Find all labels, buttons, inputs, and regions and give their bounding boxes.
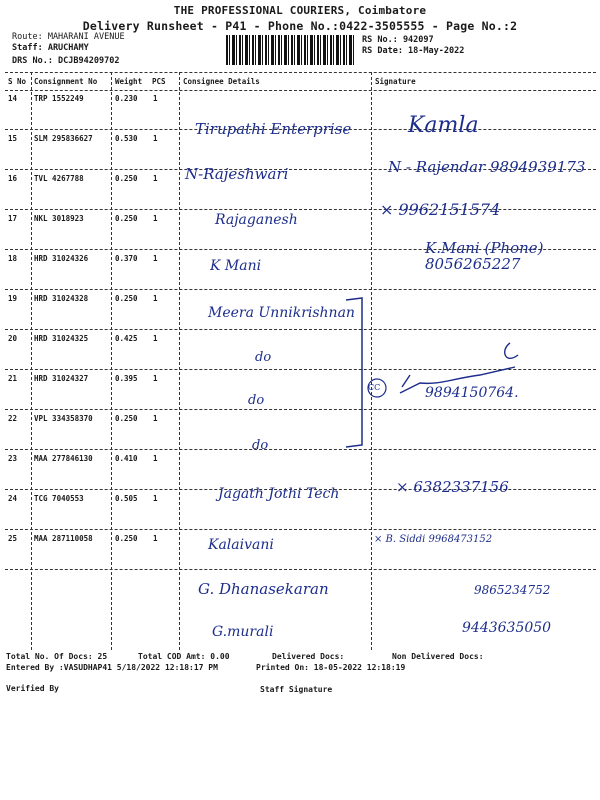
consignee-handwriting: do: [248, 393, 265, 408]
signature-handwriting: K.Mani (Phone) 8056265227: [425, 239, 544, 273]
drs-number: DRS No.: DCJB94209702: [12, 56, 120, 66]
consignee-handwriting: do: [255, 350, 272, 365]
cell-weight: 0.250: [115, 294, 138, 303]
cell-weight: 0.230: [115, 94, 138, 103]
cell-sno: 16: [8, 174, 18, 183]
barcode: [226, 35, 354, 65]
route-label: Route: MAHARANI AVENUE: [12, 32, 125, 42]
cell-pcs: 1: [153, 534, 158, 543]
col-weight: Weight: [115, 77, 143, 86]
cell-sno: 19: [8, 294, 18, 303]
cell-pcs: 1: [153, 454, 158, 463]
cell-sno: 23: [8, 454, 18, 463]
cell-consignment-no: HRD 31024325: [34, 334, 89, 343]
cell-consignment-no: MAA 287110058: [34, 534, 93, 543]
bracket-note: CC: [368, 383, 381, 392]
total-docs: Total No. Of Docs: 25: [6, 652, 108, 661]
verified-by: Verified By: [6, 684, 59, 693]
cell-consignment-no: HRD 31024327: [34, 374, 89, 383]
cell-consignment-no: MAA 277846130: [34, 454, 93, 463]
signature-handwriting: × 6382337156: [396, 478, 509, 496]
consignee-handwriting: Rajaganesh: [215, 212, 298, 228]
signature-handwriting: × B. Siddi 9968473152: [374, 534, 493, 545]
consignee-handwriting: G. Dhanasekaran: [198, 580, 329, 598]
cell-weight: 0.505: [115, 494, 138, 503]
cell-pcs: 1: [153, 294, 158, 303]
cell-pcs: 1: [153, 94, 158, 103]
signature-handwriting: 9865234752: [474, 583, 551, 597]
total-cod: Total COD Amt: 0.00: [138, 652, 230, 661]
signature-handwriting: N - Rajendar 9894939173: [388, 158, 586, 176]
cell-pcs: 1: [153, 414, 158, 423]
cell-weight: 0.250: [115, 534, 138, 543]
cell-weight: 0.250: [115, 174, 138, 183]
cell-sno: 20: [8, 334, 18, 343]
staff-label: Staff: ARUCHAMY: [12, 43, 89, 53]
runsheet-title: Delivery Runsheet - P41 - Phone No.:0422-3505555 - Page No.:2: [82, 19, 518, 33]
cell-sno: 17: [8, 214, 18, 223]
col-signature: Signature: [375, 77, 416, 86]
rs-number: RS No.: 942097: [362, 35, 434, 45]
cell-consignment-no: TVL 4267788: [34, 174, 84, 183]
consignee-handwriting: Tirupathi Enterprise: [195, 120, 352, 138]
cell-pcs: 1: [153, 254, 158, 263]
printed-on: Printed On: 18-05-2022 12:18:19: [256, 663, 406, 672]
consignee-handwriting: K Mani: [210, 258, 262, 274]
cell-pcs: 1: [153, 214, 158, 223]
cell-weight: 0.395: [115, 374, 138, 383]
signature-handwriting: 9443635050: [462, 620, 552, 636]
cell-weight: 0.410: [115, 454, 138, 463]
signature-handwriting: 9894150764.: [425, 385, 519, 401]
cell-sno: 18: [8, 254, 18, 263]
company-title: THE PROFESSIONAL COURIERS, Coimbatore: [173, 4, 427, 17]
delivered-docs: Delivered Docs:: [272, 652, 345, 661]
rs-date: RS Date: 18-May-2022: [362, 46, 465, 56]
cell-weight: 0.250: [115, 214, 138, 223]
col-consignee: Consignee Details: [183, 77, 260, 86]
cell-consignment-no: HRD 31024328: [34, 294, 89, 303]
staff-signature: Staff Signature: [260, 685, 333, 694]
non-delivered-docs: Non Delivered Docs:: [392, 652, 484, 661]
cell-pcs: 1: [153, 134, 158, 143]
entered-by: Entered By :VASUDHAP41 5/18/2022 12:18:17 PM: [6, 663, 218, 672]
consignee-handwriting: N-Rajeshwari: [185, 165, 289, 183]
cell-sno: 25: [8, 534, 18, 543]
cell-weight: 0.530: [115, 134, 138, 143]
consignee-handwriting: Kalaivani: [208, 537, 274, 553]
cell-weight: 0.250: [115, 414, 138, 423]
table-row: [5, 529, 596, 570]
bracket-signature: [340, 295, 580, 455]
cell-sno: 14: [8, 94, 18, 103]
col-pcs: PCS: [152, 77, 166, 86]
consignee-handwriting: Jagath Jothi Tech: [218, 486, 340, 502]
cell-sno: 15: [8, 134, 18, 143]
consignee-handwriting: do: [252, 438, 269, 453]
cell-consignment-no: TCG 7040553: [34, 494, 84, 503]
consignee-handwriting: G.murali: [212, 624, 274, 640]
signature-handwriting: Kamla: [408, 113, 479, 138]
col-consignment: Consignment No: [34, 77, 98, 86]
cell-consignment-no: TRP 1552249: [34, 94, 84, 103]
cell-weight: 0.425: [115, 334, 138, 343]
signature-handwriting: × 9962151574: [380, 200, 501, 219]
cell-pcs: 1: [153, 494, 158, 503]
cell-consignment-no: VPL 334358370: [34, 414, 93, 423]
cell-pcs: 1: [153, 174, 158, 183]
cell-consignment-no: SLM 295836627: [34, 134, 93, 143]
col-sno: S No: [8, 77, 27, 86]
cell-sno: 22: [8, 414, 18, 423]
cell-consignment-no: HRD 31024326: [34, 254, 89, 263]
cell-weight: 0.370: [115, 254, 138, 263]
cell-sno: 24: [8, 494, 18, 503]
cell-sno: 21: [8, 374, 18, 383]
cell-pcs: 1: [153, 334, 158, 343]
cell-pcs: 1: [153, 374, 158, 383]
cell-consignment-no: NKL 3018923: [34, 214, 84, 223]
consignee-handwriting: Meera Unnikrishnan: [208, 305, 355, 321]
